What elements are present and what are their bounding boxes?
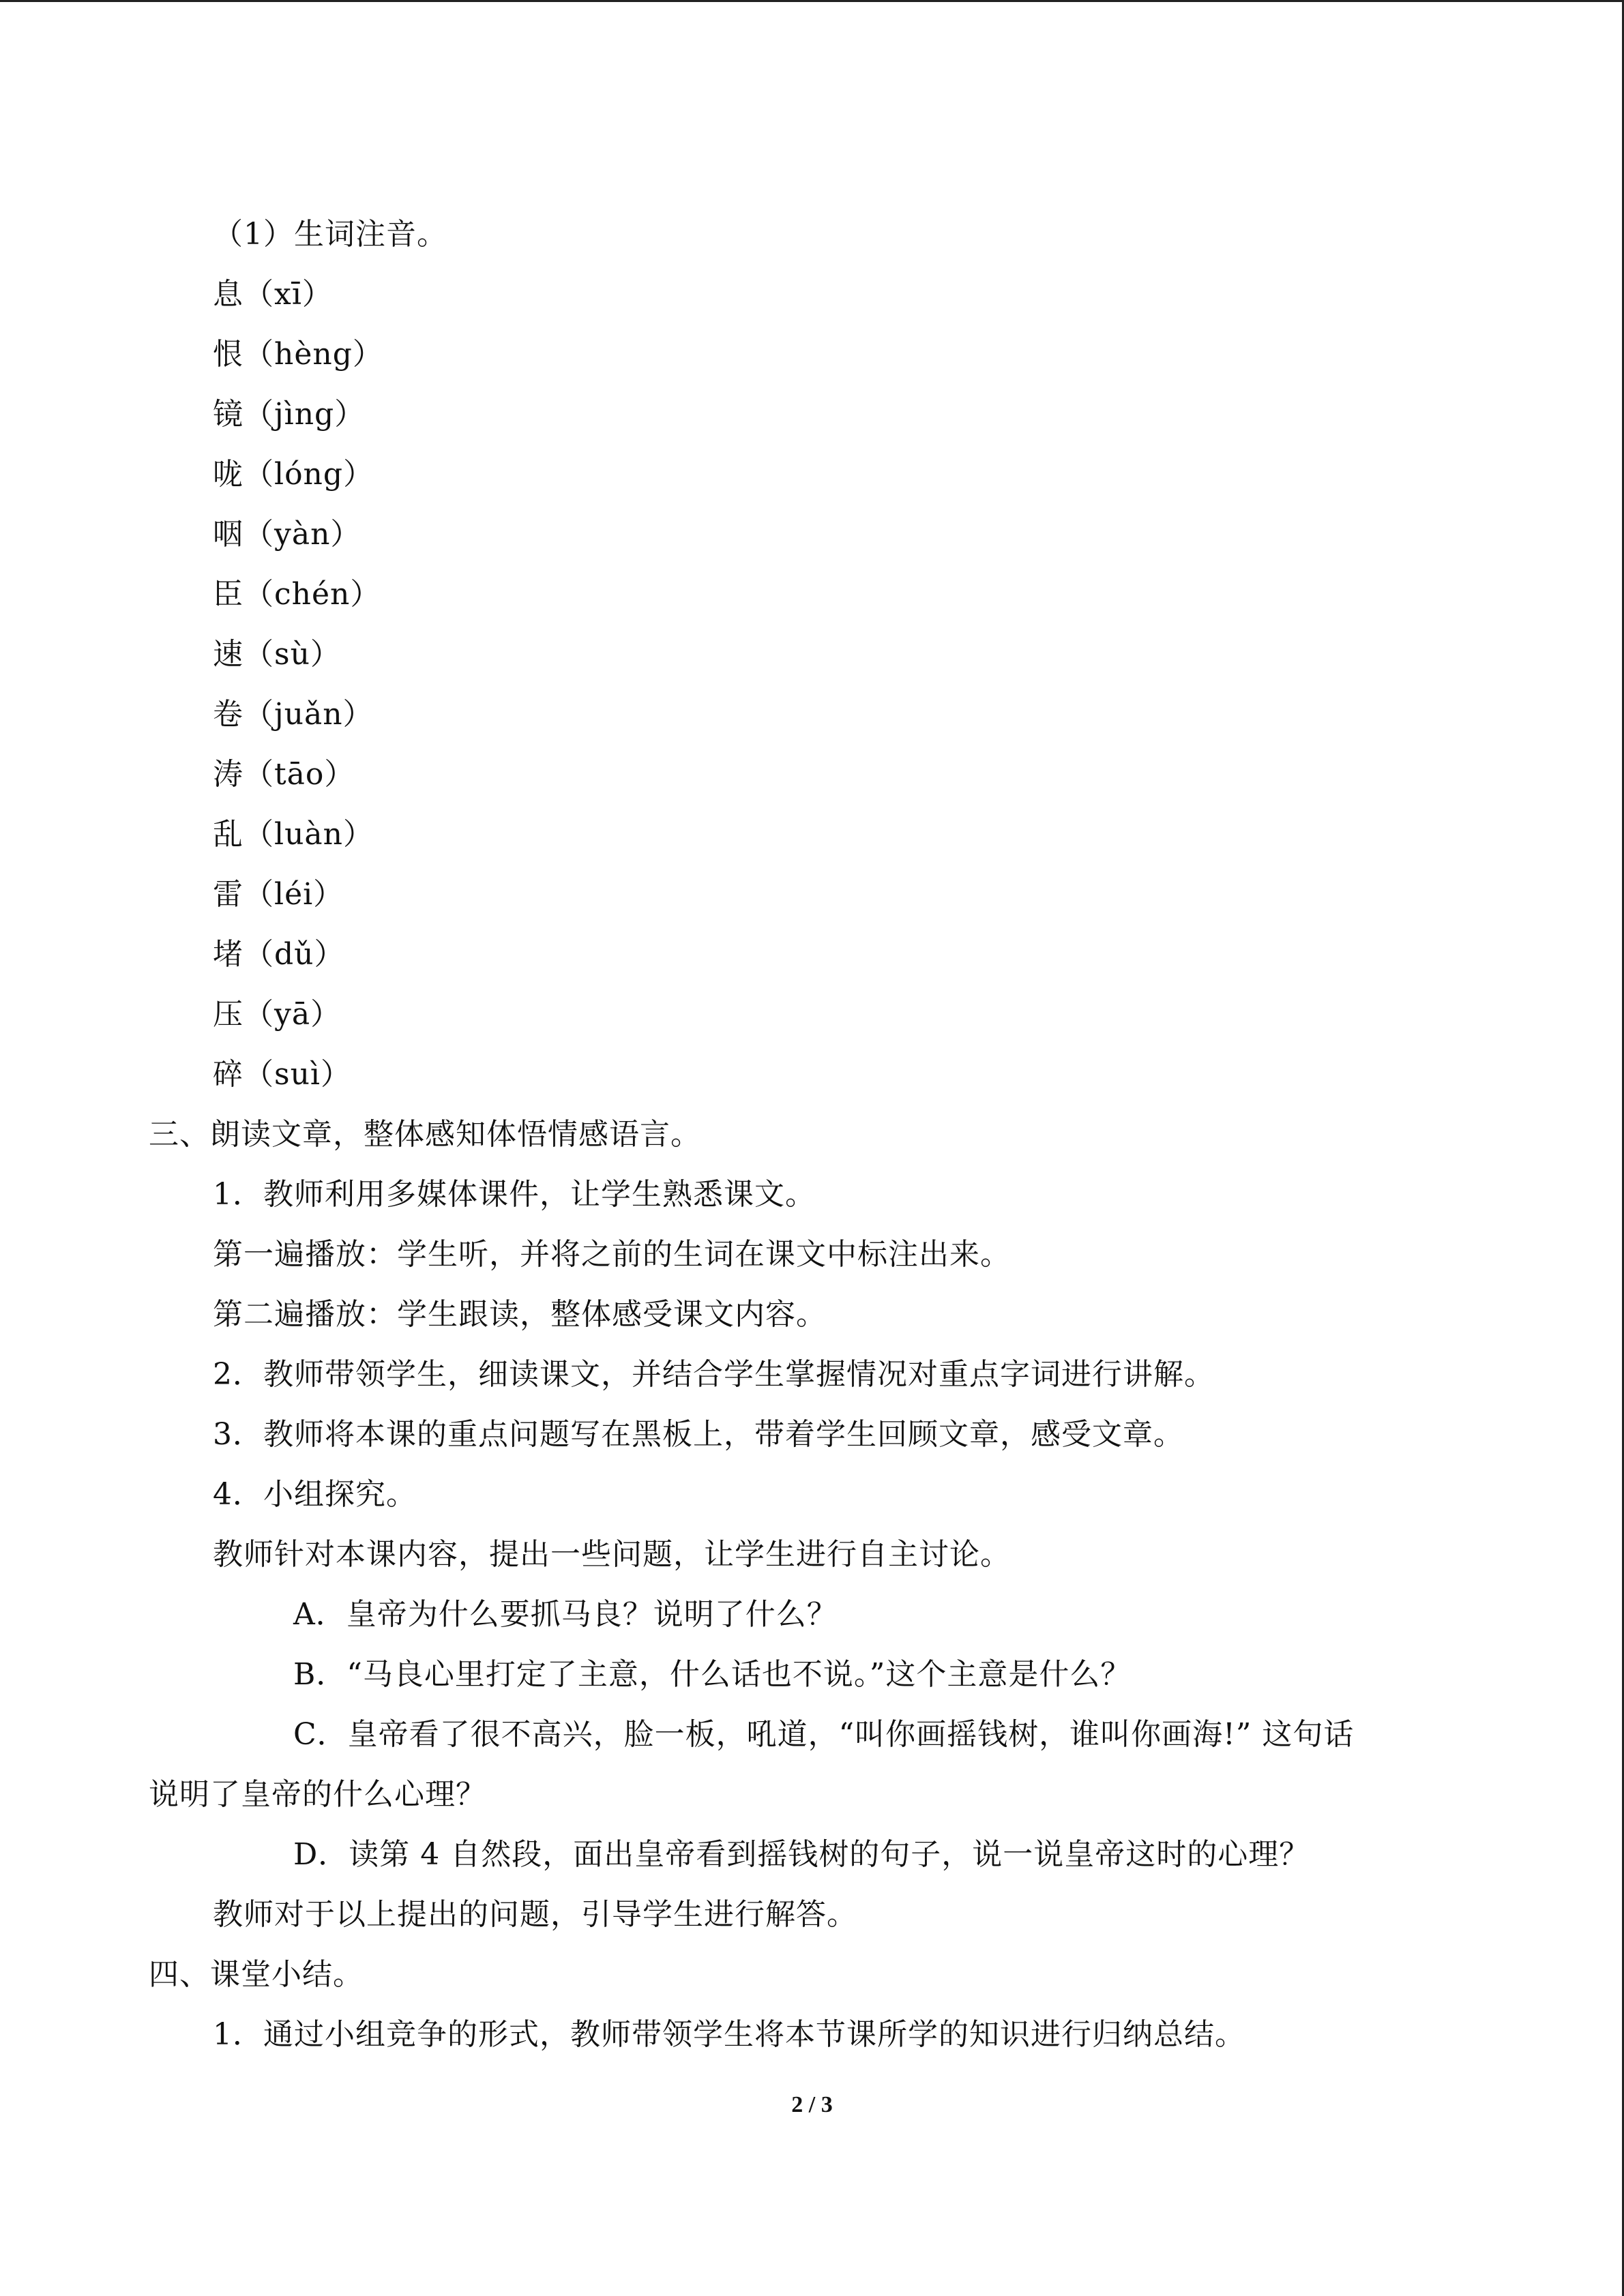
section-3-step-1: 1．教师利用多媒体课件，让学生熟悉课文。 [213,1177,816,1212]
section-3-step-3: 3．教师将本课的重点问题写在黑板上，带着学生回顾文章，感受文章。 [213,1417,1184,1452]
question-c-continued: 说明了皇帝的什么心理？ [149,1777,486,1812]
section-4-step-1: 1．通过小组竞争的形式，教师带领学生将本节课所学的知识进行归纳总结。 [213,2017,1245,2052]
section-3-step-2: 2．教师带领学生，细读课文，并结合学生掌握情况对重点字词进行讲解。 [213,1357,1215,1392]
section-3-heading: 三、朗读文章，整体感知体悟情感语言。 [149,1117,701,1152]
vocab-heading: （1）生词注音。 [213,217,447,252]
discussion-intro: 教师针对本课内容，提出一些问题，让学生进行自主讨论。 [213,1537,1011,1572]
vocab-item: 碎（suì） [213,1057,351,1092]
page-number: 2 / 3 [791,2092,833,2117]
vocab-item: 恨（hèng） [213,337,383,372]
section-4-heading: 四、课堂小结。 [149,1957,364,1992]
vocab-item: 臣（chén） [213,577,381,612]
question-c: C．皇帝看了很不高兴，脸一板，吼道，“叫你画摇钱树，谁叫你画海!” 这句话 [293,1717,1355,1752]
vocab-item: 镜（jìng） [213,397,366,432]
vocab-item: 咙（lóng） [213,457,374,492]
second-playback: 第二遍播放：学生跟读，整体感受课文内容。 [213,1297,827,1332]
teacher-guidance: 教师对于以上提出的问题，引导学生进行解答。 [213,1897,857,1932]
vocab-item: 卷（juǎn） [213,697,374,732]
question-b: B．“马良心里打定了主意，什么话也不说。”这个主意是什么？ [293,1657,1132,1692]
section-3-step-4: 4．小组探究。 [213,1477,417,1512]
vocab-item: 雷（léi） [213,877,344,912]
vocab-item: 压（yā） [213,997,342,1032]
vocab-item: 速（sù） [213,637,341,672]
question-d: D．读第 4 自然段，面出皇帝看到摇钱树的句子，说一说皇帝这时的心理？ [293,1837,1310,1872]
first-playback: 第一遍播放：学生听，并将之前的生词在课文中标注出来。 [213,1237,1011,1272]
vocab-item: 乱（luàn） [213,817,374,852]
vocab-item: 咽（yàn） [213,517,361,552]
page-border-top [0,0,1624,2]
vocab-item: 涛（tāo） [213,757,355,792]
vocab-item: 堵（dǔ） [213,937,345,972]
vocab-item: 息（xī） [213,277,333,312]
question-a: A．皇帝为什么要抓马良？说明了什么？ [293,1597,838,1632]
